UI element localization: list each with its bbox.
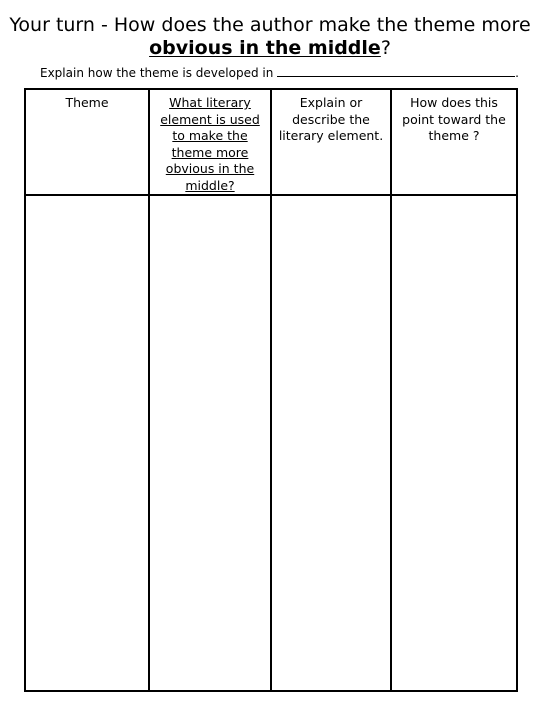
answer-cell-explain[interactable] <box>271 195 391 691</box>
instruction <box>40 65 519 81</box>
instruction-period: . <box>515 66 519 80</box>
title-line-1: Your turn - How does the author make the theme more <box>9 14 531 36</box>
header-row <box>25 89 517 195</box>
header-theme <box>25 89 149 195</box>
header-point-toward-theme <box>391 89 517 195</box>
header-explain <box>271 89 391 195</box>
answer-cell-theme[interactable] <box>25 195 149 691</box>
header-literary-element <box>149 89 271 195</box>
title-emphasis: obvious in the middle <box>149 37 381 59</box>
worksheet-title <box>0 14 540 60</box>
answer-cell-point-toward-theme[interactable] <box>391 195 517 691</box>
instruction-text: Explain how the theme is developed in <box>40 66 274 80</box>
header-point-toward-theme-label: How does this point toward the theme ? <box>402 95 506 143</box>
header-literary-element-label: What literary element is used to make the theme more obvious in the middle? <box>160 95 260 193</box>
table-row <box>25 195 517 691</box>
title-question-mark: ? <box>380 37 391 59</box>
header-explain-label: Explain or describe the literary element. <box>278 95 384 143</box>
title-line-2 <box>0 37 540 60</box>
answer-cell-literary-element[interactable] <box>149 195 271 691</box>
fill-in-blank[interactable] <box>277 66 515 77</box>
header-theme-label: Theme <box>65 95 109 110</box>
worksheet-table <box>24 88 518 692</box>
